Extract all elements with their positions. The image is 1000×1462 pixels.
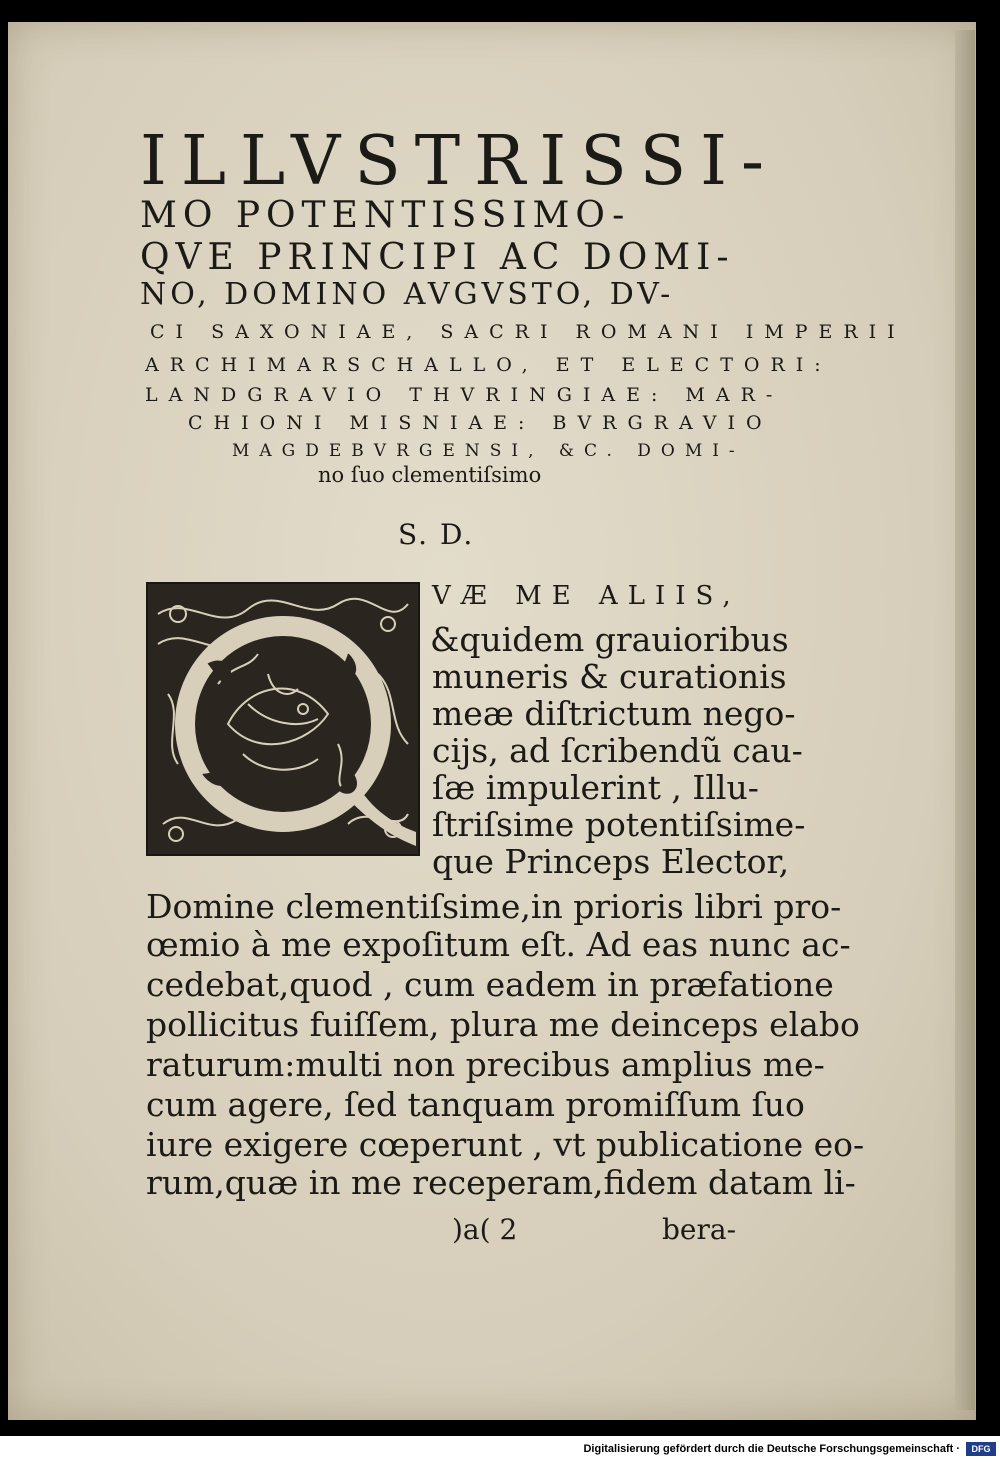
heading-line-3: QVE PRINCIPI AC DOMI- (140, 237, 735, 278)
body-line-9: Domine clementiſsime,in prioris libri pro- (146, 887, 842, 926)
funding-notice: Digitalisierung gefördert durch die Deutsche Forschungsgemeinschaft · (583, 1443, 960, 1455)
heading-line-6: ARCHIMARSCHALLO, ET ELECTORI: (145, 354, 832, 376)
body-line-4: meæ diſtrictum nego- (432, 694, 796, 733)
catchword: bera- (662, 1213, 737, 1246)
heading-line-8: CHIONI MISNIAE: BVRGRAVIO (188, 412, 773, 434)
body-line-12: pollicitus fuiſſem, plura me deinceps elabo (146, 1005, 860, 1044)
heading-line-2: MO POTENTISSIMO- (140, 195, 631, 236)
heading-line-1: ILLVSTRISSI- (140, 122, 779, 201)
heading-line-5: CI SAXONIAE, SACRI ROMANI IMPERII (150, 321, 906, 343)
footer-bar (0, 1436, 1000, 1462)
body-line-1: VÆ ME ALIIS, (432, 581, 741, 611)
decorated-initial (146, 582, 420, 856)
dfg-logo: DFG (966, 1442, 996, 1456)
salutation: S. D. (398, 518, 475, 551)
body-line-13: raturum:multi non precibus amplius me- (146, 1045, 825, 1084)
body-line-7: ſtriſsime potentiſsime- (432, 805, 806, 844)
body-line-3: muneris & curationis (432, 657, 787, 696)
heading-line-10: no ſuo clementiſsimo (318, 463, 542, 487)
body-line-14: cum agere, ſed tanquam promiſſum ſuo (146, 1085, 805, 1124)
body-line-16: rum,quæ in me receperam,fidem datam li- (146, 1163, 856, 1202)
heading-line-9: MAGDEBVRGENSI, &C. DOMI- (232, 441, 745, 461)
body-line-15: iure exigere cœperunt , vt publicatione eo- (146, 1125, 865, 1164)
body-line-2: &quidem grauioribus (430, 620, 789, 659)
heading-line-7: LANDGRAVIO THVRINGIAE: MAR- (145, 384, 784, 406)
signature-mark: )a( 2 (452, 1213, 518, 1246)
body-line-11: cedebat,quod , cum eadem in præfatione (146, 965, 834, 1004)
page-edge (955, 30, 975, 1410)
body-line-6: ſæ impulerint , Illu- (432, 768, 759, 807)
body-line-8: que Princeps Elector, (432, 842, 790, 881)
floral-initial-icon (148, 584, 418, 854)
body-line-10: œmio à me expoſitum eſt. Ad eas nunc ac- (146, 925, 851, 964)
body-line-5: cijs, ad ſcribendũ cau- (432, 731, 803, 770)
heading-line-4: NO, DOMINO AVGVSTO, DV- (140, 277, 675, 312)
